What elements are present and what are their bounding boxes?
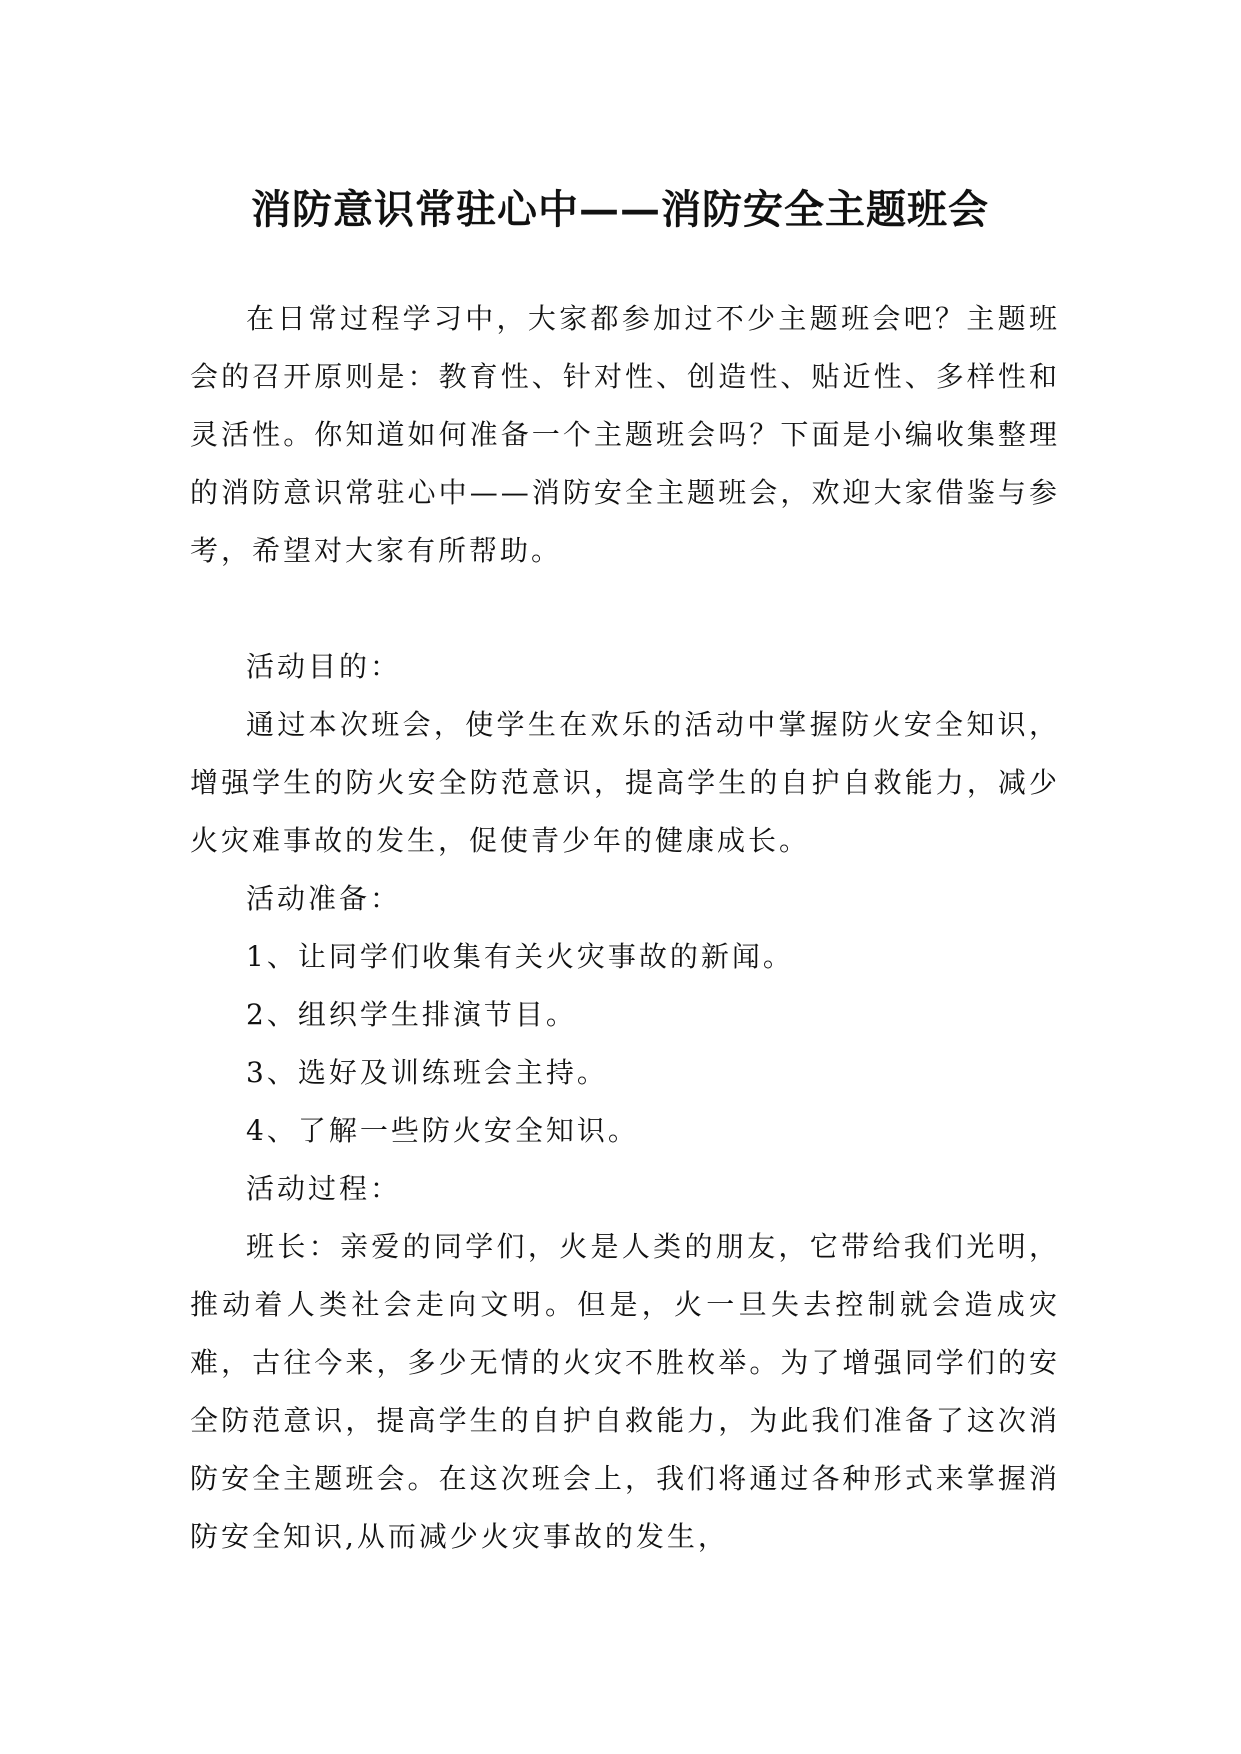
prep-item-1: 1、让同学们收集有关火灾事故的新闻。 <box>246 940 794 973</box>
process-heading: 活动过程： <box>246 1172 402 1205</box>
document-title: 消防意识常驻心中——消防安全主题班会 <box>251 185 989 233</box>
document-body <box>190 290 1060 1566</box>
intro-paragraph: 在日常过程学习中，大家都参加过不少主题班会吧？主题班会的召开原则是：教育性、针对性、创造性、贴近性、多样性和灵活性。你知道如何准备一个主题班会吗？下面是小编收集整理的消防意识常驻心中——消防安全主题班会，欢迎大家借鉴与参考，希望对大家有所帮助。 <box>190 302 1060 567</box>
purpose-paragraph: 通过本次班会，使学生在欢乐的活动中掌握防火安全知识，增强学生的防火安全防范意识，提高学生的自护自救能力，减少火灾难事故的发生，促使青少年的健康成长。 <box>190 708 1060 857</box>
process-paragraph: 班长：亲爱的同学们，火是人类的朋友，它带给我们光明，推动着人类社会走向文明。但是，火一旦失去控制就会造成灾难，古往今来，多少无情的火灾不胜枚举。为了增强同学们的安全防范意识，提高学生的自护自救能力，为此我们准备了这次消防安全主题班会。在这次班会上，我们将通过各种形式来掌握消防安全知识,从而减少火灾事故的发生， <box>190 1230 1060 1553</box>
prep-item-4: 4、了解一些防火安全知识。 <box>246 1114 639 1147</box>
paragraph-gap <box>190 580 1060 638</box>
purpose-heading: 活动目的： <box>246 650 402 683</box>
prep-heading: 活动准备： <box>246 882 402 915</box>
prep-item-2: 2、组织学生排演节目。 <box>246 998 577 1031</box>
prep-item-3: 3、选好及训练班会主持。 <box>246 1056 608 1089</box>
